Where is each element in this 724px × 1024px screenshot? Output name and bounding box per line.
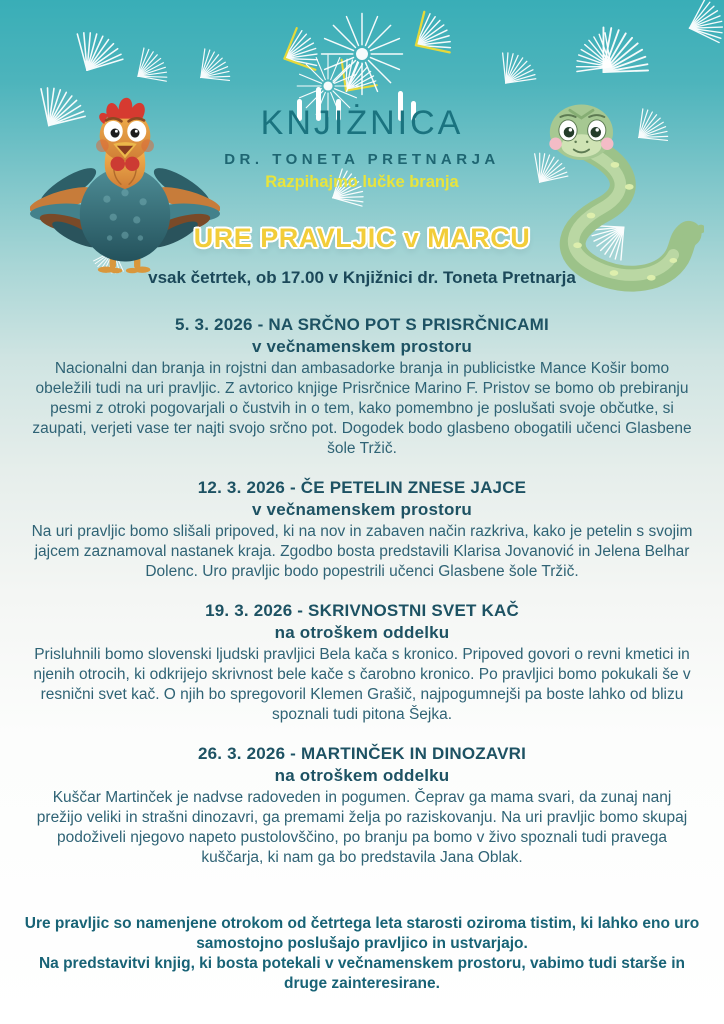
footer-line: Ure pravljic so namenjene otrokom od četrtega leta starosti oziroma tistim, ki lahko eno uro samostojno poslušajo pravljico in ustvarjajo. xyxy=(24,915,700,952)
event-description: Nacionalni dan branja in rojstni dan ambasadorke branja in publicistke Mance Košir bomo obeležili tudi na uri pravljic. Z avtorico knjige Prisrčnice Marino F. Pristov se bomo ob prebiranju pesmi z otroki pogovarjali o čustvih in o tem, kako pomembno je poslušati svoje občutke, si zaupati, verjeti vase ter najti svojo srčno pot. Dogodek bodo glasbeno obogatili učenci Glasbene šole Tržič. xyxy=(32,360,692,457)
event-description: Na uri pravljic bomo slišali pripoved, ki na nov in zabaven način razkriva, kako je petelin s svojim jajcem zaznamoval nastanek kraja. Zgodbo bosta predstavili Klarisa Jovanović in Jelena Belhar Dolenc. Uro pravljic bodo popestrili učenci Glasbene šole Tržič. xyxy=(31,523,693,580)
event-heading: 19. 3. 2026 - SKRIVNOSTNI SVET KAČ xyxy=(205,601,519,620)
event-location: v večnamenskem prostoru xyxy=(251,500,473,519)
event-description: Prisluhnili bomo slovenski ljudski pravljici Bela kača s kronico. Pripoved govori o revni kmetici in njenih otrocih, ki odkrijejo skrivnost bele kače s čarobno kronico. Po pravljici bomo pokukali še v resnični svet kač. O njih bo spregovoril Klemen Grašič, najpogumnejši pa boste lahko od blizu spoznali tudi pitona Šejka. xyxy=(33,646,691,723)
footer-line: Na predstavitvi knjig, ki bosta potekali v večnamenskem prostoru, vabimo tudi starše in druge zainteresirane. xyxy=(38,955,686,992)
event-location: v večnamenskem prostoru xyxy=(251,337,473,356)
logo-subtitle: DR. TONETA PRETNARJA xyxy=(224,151,500,168)
event-section-1 xyxy=(0,314,724,459)
logo-wordmark: KNJIŻNICA xyxy=(260,104,464,142)
event-heading: 12. 3. 2026 - ČE PETELIN ZNESE JAJCE xyxy=(197,478,527,497)
footer-note xyxy=(0,914,724,994)
event-description: Kuščar Martinček je nadvse radoveden in pogumen. Čeprav ga mama svari, da zunaj nanj prežijo veliki in strašni dinozavri, ga premami želja po raziskovanju. Na uri pravljic bomo skupaj podoživeli njegovo napeto pustolovščino, po branju pa bomo v živo spoznali tudi pravega kuščarja, ki nam ga bo predstavila Jana Oblak. xyxy=(36,789,688,866)
event-section-4 xyxy=(0,743,724,868)
event-heading: 5. 3. 2026 - NA SRČNO POT S PRISRČNICAMI xyxy=(175,315,549,334)
event-section-2 xyxy=(0,477,724,582)
event-heading: 26. 3. 2026 - MARTINČEK IN DINOZAVRI xyxy=(197,744,527,763)
event-location: na otroškem oddelku xyxy=(274,766,450,785)
page-title: URE PRAVLJIC v MARCU xyxy=(193,223,531,253)
event-location: na otroškem oddelku xyxy=(274,623,450,642)
schedule-line: vsak četrtek, ob 17.00 v Knjižnici dr. Toneta Pretnarja xyxy=(148,268,576,287)
logo-tagline: Razpihajmo lučke branja xyxy=(265,173,459,191)
event-section-3 xyxy=(0,600,724,725)
